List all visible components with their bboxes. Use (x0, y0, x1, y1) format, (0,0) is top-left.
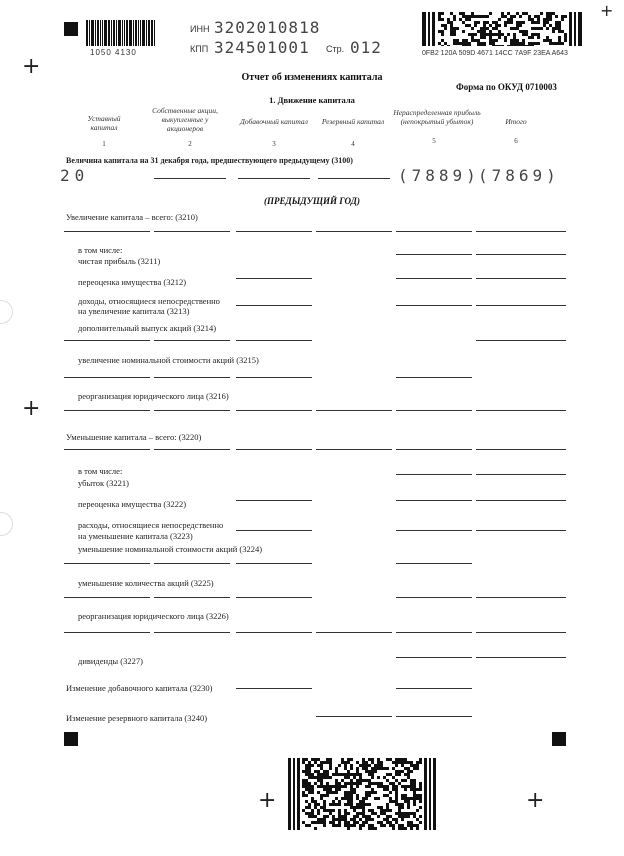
entry-line-col1 (64, 632, 150, 633)
row-3214-label: дополнительный выпуск акций (3214) (78, 323, 217, 333)
registration-cross: + (526, 788, 545, 813)
entry-line-col6 (476, 632, 566, 633)
column-number-6: 6 (514, 137, 518, 145)
form-title: Отчет об изменениях капитала (241, 72, 383, 83)
row-3216-label: реорганизация юридического лица (3216) (78, 391, 229, 401)
column-number-3: 3 (272, 140, 276, 148)
entry-line-col3 (236, 410, 312, 411)
entry-line-col6 (476, 530, 566, 531)
row-3223-label-b: на уменьшение капитала (3223) (78, 531, 193, 541)
entry-line-col3 (236, 340, 312, 341)
kpp-value: 324501001 (214, 38, 310, 57)
column-number-1: 1 (102, 140, 106, 148)
entry-line-col2 (154, 632, 230, 633)
entry-line-col1 (64, 410, 150, 411)
entry-line-col2 (154, 231, 230, 232)
document-code: 0FB2 120A 509D 4671 14CC 7A9F 23EA A643 (422, 50, 568, 57)
entry-line-col3 (236, 632, 312, 633)
entry-line-col1 (64, 449, 150, 450)
row-3100-col4-line (318, 178, 390, 179)
entry-line-col4 (316, 410, 392, 411)
entry-line-col3 (236, 449, 312, 450)
row-3100-col1: 20 (60, 166, 90, 185)
row-3221-label: убыток (3221) (78, 478, 129, 488)
entry-line-col1 (64, 231, 150, 232)
row-3100-col2-line (154, 178, 226, 179)
row-3223-label-a: расходы, относящиеся непосредственно (78, 520, 224, 530)
section-title: 1. Движение капитала (269, 95, 355, 105)
column-header-4: Резервный капитал (321, 117, 385, 126)
entry-line-col5 (396, 716, 472, 717)
punch-hole (0, 512, 13, 536)
page-label: Стр. (326, 44, 345, 54)
row-3220-label: Уменьшение капитала – всего: (3220) (66, 432, 202, 442)
entry-line-col5 (396, 688, 472, 689)
entry-line-col6 (476, 500, 566, 501)
row-3100-col6: (7869) (478, 166, 560, 185)
column-header-1: Уставный капитал (87, 114, 121, 132)
row-3230-label: Изменение добавочного капитала (3230) (66, 683, 213, 693)
registration-cross: + (258, 788, 277, 813)
entry-line-col6 (476, 597, 566, 598)
entry-line-col3 (236, 377, 312, 378)
column-header-2: Собственные акции, выкупленные у акционеров (152, 106, 218, 133)
entry-line-col6 (476, 254, 566, 255)
entry-line-col5 (396, 657, 472, 658)
period-heading: (ПРЕДЫДУЩИЙ ГОД) (264, 196, 360, 206)
row-3226-label: реорганизация юридического лица (3226) (78, 611, 229, 621)
entry-line-col4 (316, 449, 392, 450)
registration-cross: + (22, 54, 41, 79)
row-incl-label: в том числе: (78, 245, 123, 255)
entry-line-col1 (64, 340, 150, 341)
registration-cross: + (600, 1, 614, 20)
column-number-2: 2 (188, 140, 192, 148)
registration-cross: + (22, 396, 41, 421)
entry-line-col6 (476, 449, 566, 450)
entry-line-col5 (396, 410, 472, 411)
entry-line-col5 (396, 563, 472, 564)
entry-line-col2 (154, 377, 230, 378)
row-3222-label: переоценка имущества (3222) (78, 499, 187, 509)
row-3213-label-a: доходы, относящиеся непосредственно (78, 296, 220, 306)
entry-line-col5 (396, 278, 472, 279)
page-value: 012 (350, 38, 382, 57)
entry-line-col3 (236, 500, 312, 501)
entry-line-col2 (154, 449, 230, 450)
row-3227-label: дивиденды (3227) (78, 656, 143, 666)
punch-hole (0, 300, 13, 324)
entry-line-col5 (396, 530, 472, 531)
entry-line-col6 (476, 474, 566, 475)
row-3100-col5: (7889) (398, 166, 480, 185)
column-header-3: Добавочный капитал (240, 117, 308, 126)
column-number-5: 5 (432, 137, 436, 145)
entry-line-col4 (316, 716, 392, 717)
entry-line-col6 (476, 305, 566, 306)
entry-line-col3 (236, 278, 312, 279)
row-3213-label-b: на увеличение капитала (3213) (78, 306, 190, 316)
entry-line-col6 (476, 657, 566, 658)
entry-line-col6 (476, 231, 566, 232)
entry-line-col5 (396, 632, 472, 633)
corner-mark-bottom-right (552, 732, 566, 746)
row-3212-label: переоценка имущества (3212) (78, 277, 187, 287)
row-3211-label: чистая прибыль (3211) (78, 256, 161, 266)
column-header-6: Итого (505, 117, 527, 126)
corner-mark-top-left (64, 22, 78, 36)
entry-line-col5 (396, 500, 472, 501)
okud-code: Форма по ОКУД 0710003 (456, 82, 557, 92)
entry-line-col6 (476, 278, 566, 279)
row-incl-label: в том числе: (78, 466, 123, 476)
datamatrix-code-top (422, 12, 582, 46)
entry-line-col3 (236, 231, 312, 232)
inn-value: 3202010818 (214, 18, 321, 37)
entry-line-col5 (396, 597, 472, 598)
corner-mark-bottom-left (64, 732, 78, 746)
row-3100-col3-line (238, 178, 310, 179)
entry-line-col2 (154, 563, 230, 564)
entry-line-col5 (396, 474, 472, 475)
entry-line-col5 (396, 305, 472, 306)
entry-line-col5 (396, 377, 472, 378)
entry-line-col2 (154, 410, 230, 411)
inn-label: ИНН (190, 24, 210, 34)
entry-line-col3 (236, 688, 312, 689)
entry-line-col3 (236, 597, 312, 598)
entry-line-col5 (396, 254, 472, 255)
row-3240-label: Изменение резервного капитала (3240) (66, 713, 208, 723)
entry-line-col6 (476, 340, 566, 341)
row-3224-label: уменьшение номинальной стоимости акций (3224) (78, 544, 263, 554)
row-3100-label: Величина капитала на 31 декабря года, предшествующего предыдущему (3100) (66, 156, 353, 165)
entry-line-col4 (316, 231, 392, 232)
column-header-5: Нераспределенная прибыль (непокрытый убыток) (393, 108, 481, 126)
entry-line-col2 (154, 340, 230, 341)
barcode-left (86, 20, 156, 46)
kpp-label: КПП (190, 44, 209, 54)
entry-line-col3 (236, 305, 312, 306)
entry-line-col5 (396, 231, 472, 232)
column-number-4: 4 (351, 140, 355, 148)
entry-line-col3 (236, 563, 312, 564)
barcode-number: 1050 4130 (90, 48, 137, 57)
entry-line-col4 (316, 632, 392, 633)
entry-line-col6 (476, 410, 566, 411)
row-3225-label: уменьшение количества акций (3225) (78, 578, 214, 588)
datamatrix-code-bottom (288, 758, 436, 830)
entry-line-col5 (396, 449, 472, 450)
entry-line-col1 (64, 563, 150, 564)
entry-line-col1 (64, 377, 150, 378)
entry-line-col1 (64, 597, 150, 598)
row-3215-label: увеличение номинальной стоимости акций (3215) (78, 355, 259, 365)
entry-line-col2 (154, 597, 230, 598)
row-3210-label: Увеличение капитала – всего: (3210) (66, 212, 198, 222)
entry-line-col3 (236, 530, 312, 531)
